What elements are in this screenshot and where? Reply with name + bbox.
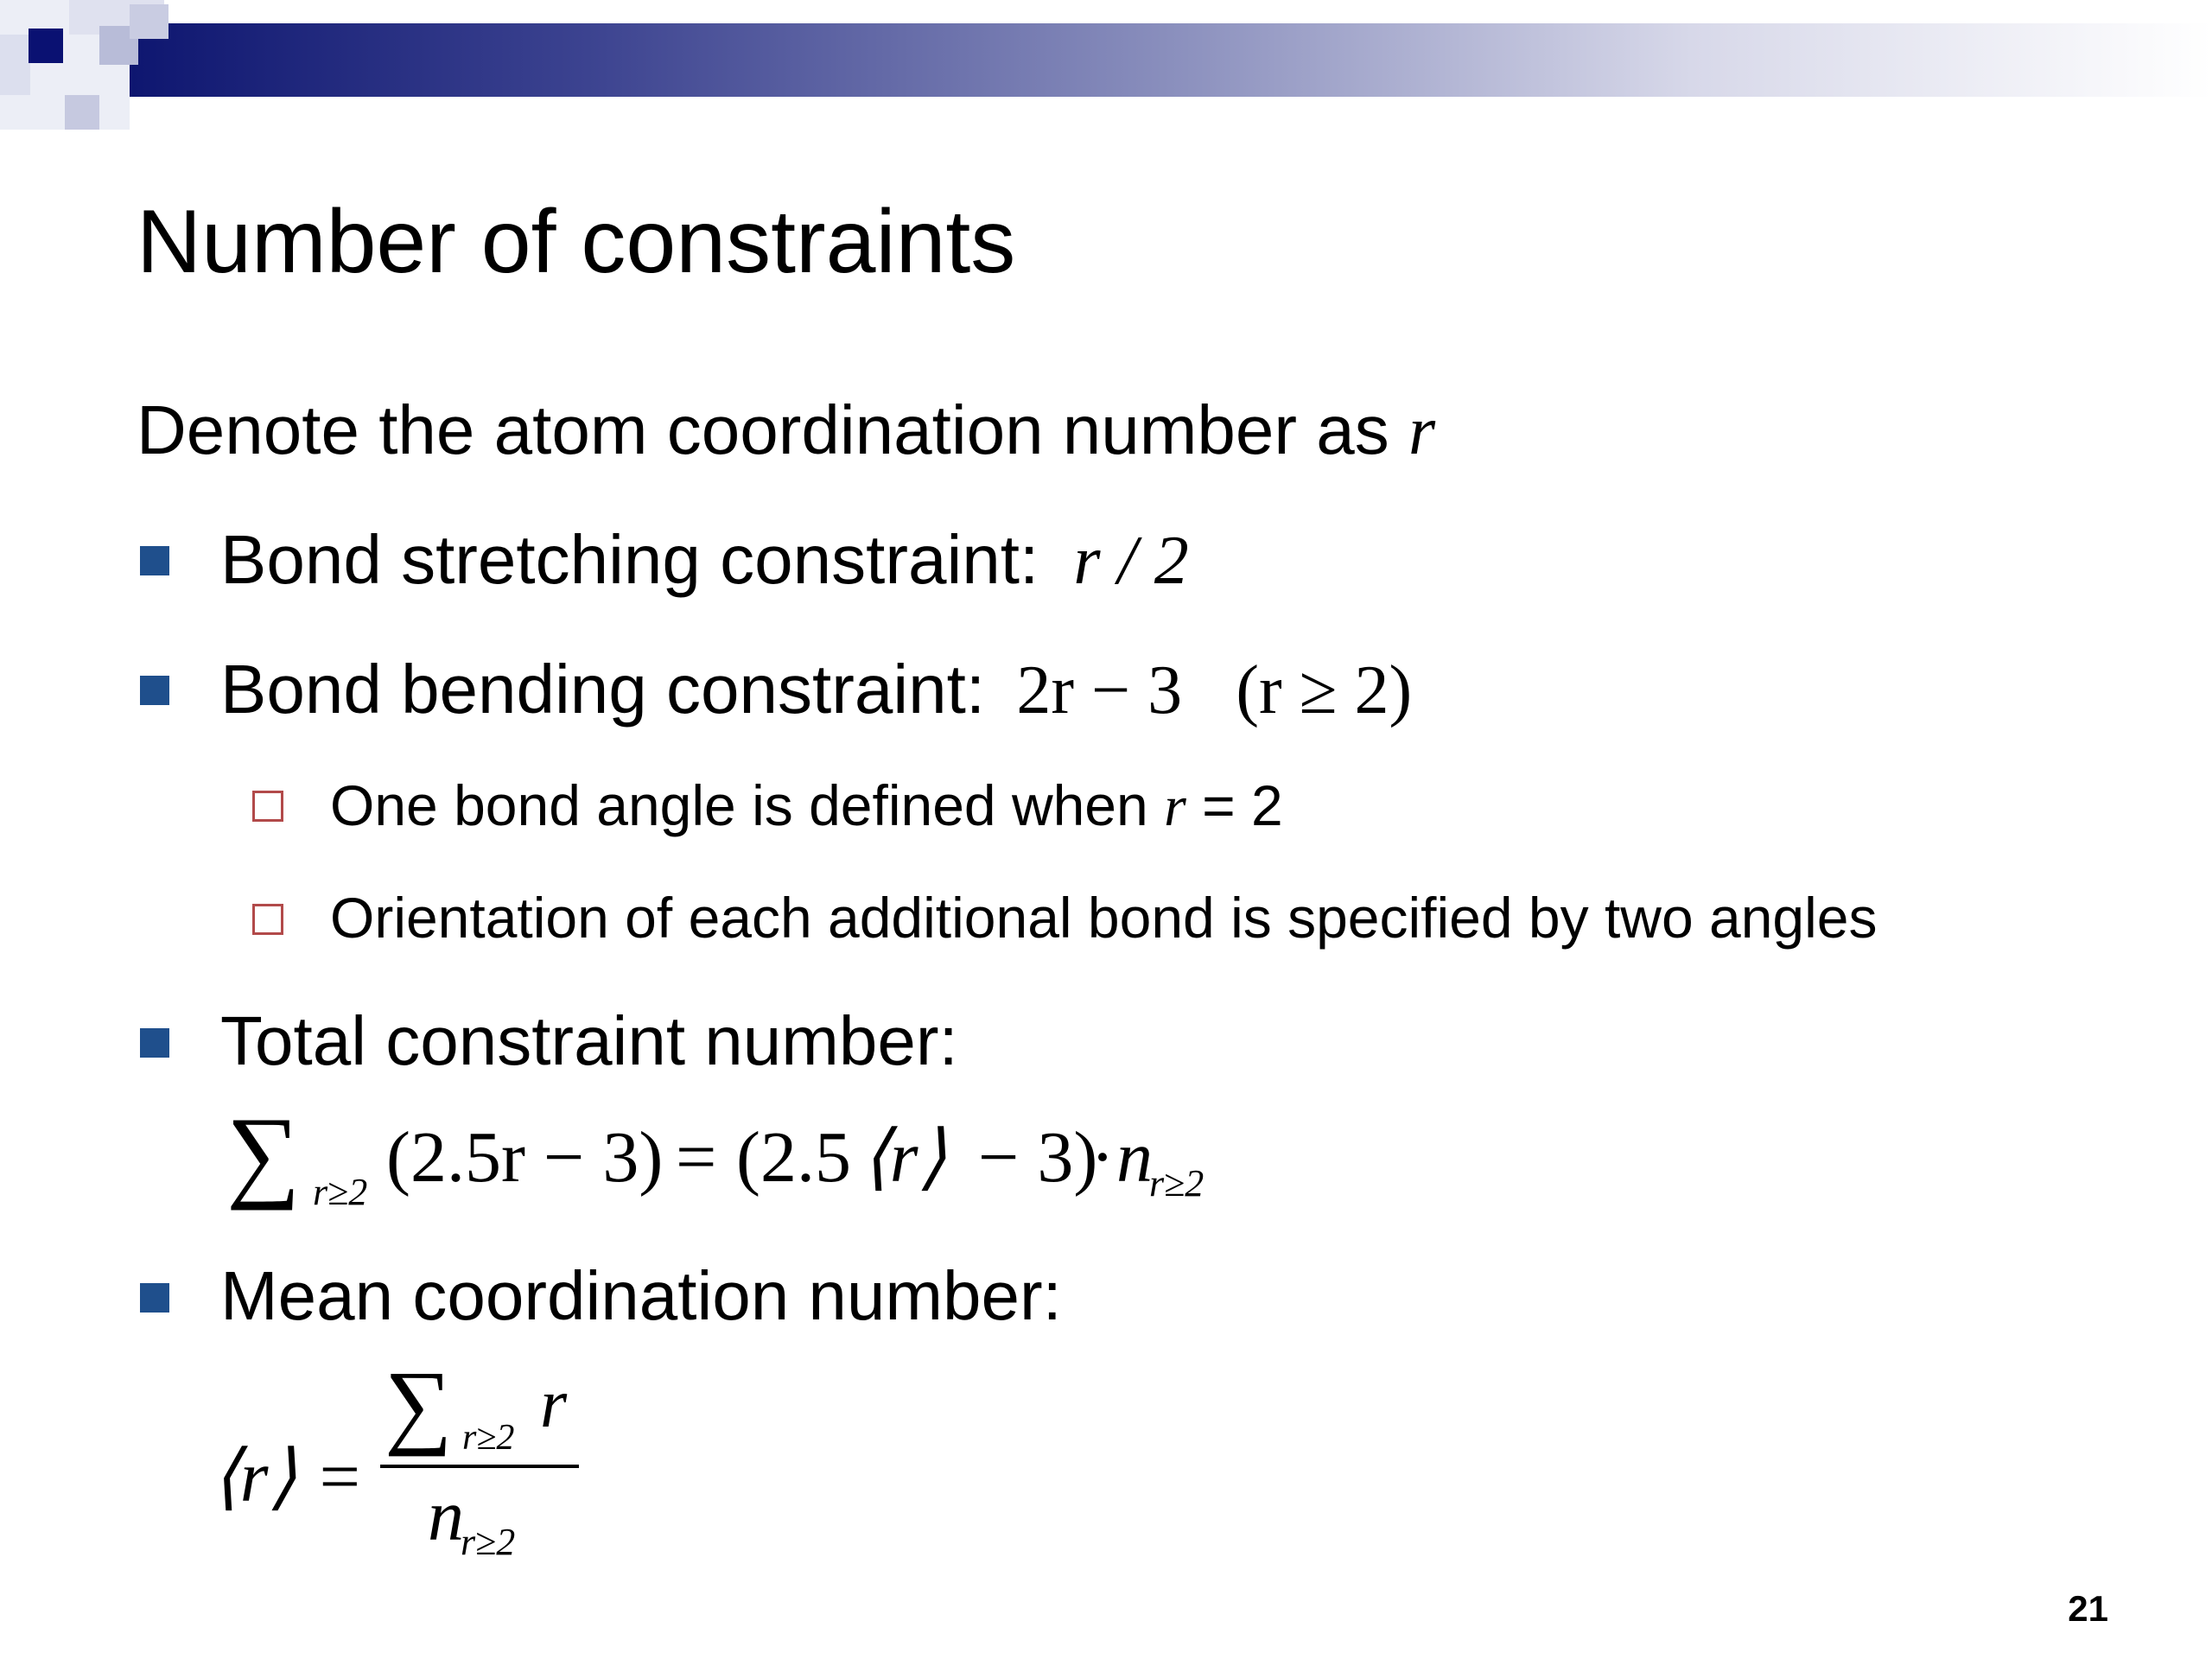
numerator-subscript: r≥2 <box>462 1418 515 1458</box>
sub-bullet-text: = 2 <box>1202 773 1283 837</box>
page-number: 21 <box>2068 1588 2108 1629</box>
header-decoration-square <box>130 4 168 39</box>
bullet-mean-coordination <box>220 1253 1062 1339</box>
header-decoration-square <box>65 95 99 130</box>
bullet-bond-stretching <box>220 517 1189 604</box>
denominator-subscript: r≥2 <box>461 1521 516 1563</box>
slide-title: Number of constraints <box>137 192 1016 292</box>
bullet-bond-bending <box>220 646 1412 734</box>
bullet-label: Bond bending constraint: <box>220 651 986 728</box>
sub-bullet-marker <box>252 791 283 822</box>
formula-n-subscript: r≥2 <box>1149 1162 1205 1205</box>
formula-equals: = <box>676 1117 717 1198</box>
sigma-subscript: r≥2 <box>313 1171 368 1213</box>
sub-bullet-text: Orientation of each additional bond is specified by two angles <box>330 886 1878 950</box>
bullet-marker <box>140 1283 169 1313</box>
denominator-variable: n <box>428 1476 464 1556</box>
mean-lhs: ⟨r⟩ = <box>212 1437 364 1517</box>
numerator-sigma: ∑ <box>385 1351 453 1457</box>
formula-dot: · <box>1090 1117 1115 1198</box>
formula-rhs-close: − 3) <box>978 1117 1098 1198</box>
bullet-label: Mean coordination number: <box>220 1257 1062 1334</box>
sub-bullet-text: One bond angle is defined when <box>330 773 1148 837</box>
bullet-math-a: 2r − 3 <box>1016 652 1183 728</box>
formula-rhs-open: (2.5 <box>736 1117 851 1198</box>
bullet-marker <box>140 676 169 705</box>
numerator-variable: r <box>540 1366 568 1442</box>
formula-n: n <box>1116 1117 1153 1198</box>
sigma-symbol: ∑ <box>226 1096 301 1211</box>
bullet-total-constraint <box>220 998 958 1084</box>
sub-bullet-variable: r <box>1164 775 1186 838</box>
sub-bullet-orientation <box>330 881 1877 954</box>
header-gradient-band <box>130 23 2212 97</box>
sub-bullet-marker <box>252 904 283 935</box>
bullet-marker <box>140 1028 169 1058</box>
formula-lhs: (2.5r − 3) <box>386 1117 664 1198</box>
intro-text: Denote the atom coordination number as <box>137 391 1389 468</box>
sub-bullet-bond-angle <box>330 769 1283 843</box>
bullet-math-b: (r ≥ 2) <box>1236 652 1413 728</box>
bullet-label: Total constraint number: <box>220 1002 958 1079</box>
formula-mean-coordination <box>212 1351 601 1564</box>
header-decoration-square <box>29 29 63 63</box>
fraction-bar <box>380 1465 579 1468</box>
bullet-math: r / 2 <box>1073 523 1189 599</box>
bullet-label: Bond stretching constraint: <box>220 521 1039 598</box>
formula-rhs-mean: ⟨r⟩ <box>861 1117 947 1198</box>
intro-line <box>137 387 1435 474</box>
bullet-marker <box>140 546 169 575</box>
intro-variable: r <box>1408 393 1436 469</box>
header-decoration-square <box>0 35 30 95</box>
